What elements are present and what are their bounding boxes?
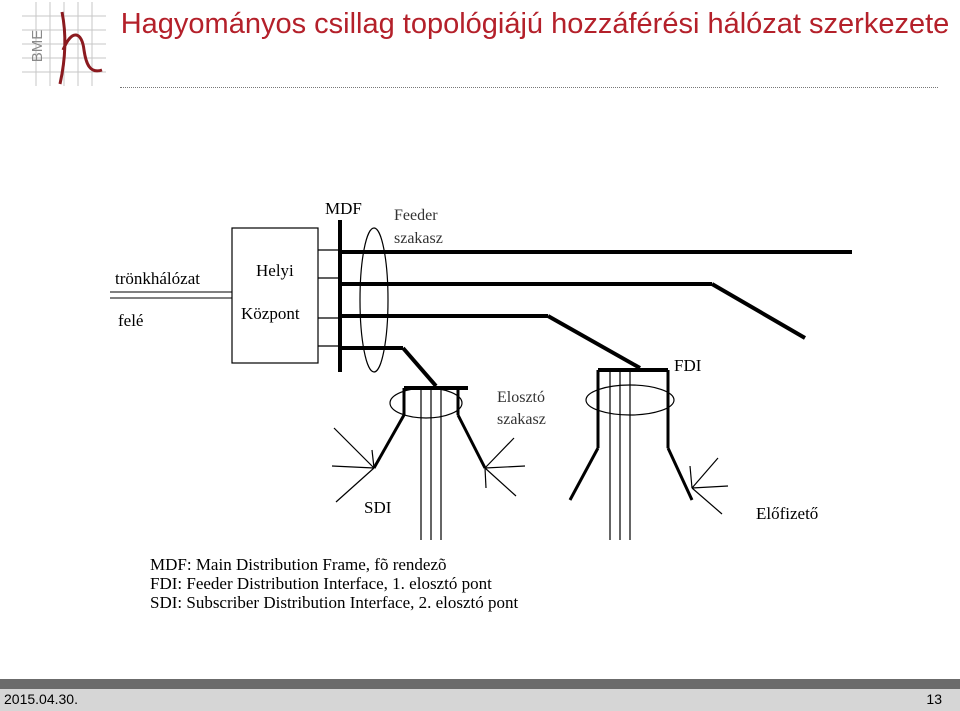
subscriber-drop [692,458,718,488]
sdi-branch [458,415,485,468]
subscriber-drop [692,486,728,488]
fdi-branch [570,448,598,500]
footer-bar [0,679,960,689]
feeder-cable [712,284,805,338]
legend-line-mdf: MDF: Main Distribution Frame, fõ rendezõ [150,555,447,574]
subscriber-drop [692,488,722,514]
subscriber-drop [485,468,516,496]
subscriber-drop [485,438,514,468]
feeder-section-ellipse [360,228,388,372]
footer-date: 2015.04.30. [4,691,78,707]
legend-line-fdi: FDI: Feeder Distribution Interface, 1. elosztó pont [150,574,492,593]
subscriber-drop [372,450,374,468]
legend-line-sdi: SDI: Subscriber Distribution Interface, 2. elosztó pont [150,593,519,612]
label-elofizeto: Előfizető [756,504,819,523]
label-eloszto-1: Elosztó [497,389,545,406]
label-helyi: Helyi [256,261,294,280]
sdi-ellipse [390,388,462,418]
feeder-cable [548,316,640,368]
fdi-branch [668,448,692,500]
logo-text: BME [29,29,46,63]
label-eloszto-2: szakasz [497,411,546,428]
label-tronk: trönkhálózat [115,269,200,288]
sdi-branch [374,415,404,468]
subscriber-drop [485,466,525,468]
page-number: 13 [926,691,942,707]
label-kozpont: Központ [241,304,300,323]
label-feeder-2: szakasz [394,230,443,247]
footer [0,689,960,711]
label-mdf: MDF [325,199,362,218]
label-sdi: SDI [364,498,392,517]
feeder-cable [403,348,436,386]
local-exchange-box [232,228,318,363]
page-title: Hagyományos csillag topológiájú hozzáférési hálózat szerkezete [120,8,950,40]
subscriber-drop [336,468,374,502]
label-fdi: FDI [674,356,702,375]
subscriber-drop [334,428,374,468]
label-fele: felé [118,311,144,330]
label-feeder-1: Feeder [394,207,438,224]
subscriber-drop [690,466,692,488]
legend [150,555,518,612]
subscriber-drop [485,468,486,488]
subscriber-drop [332,466,374,468]
